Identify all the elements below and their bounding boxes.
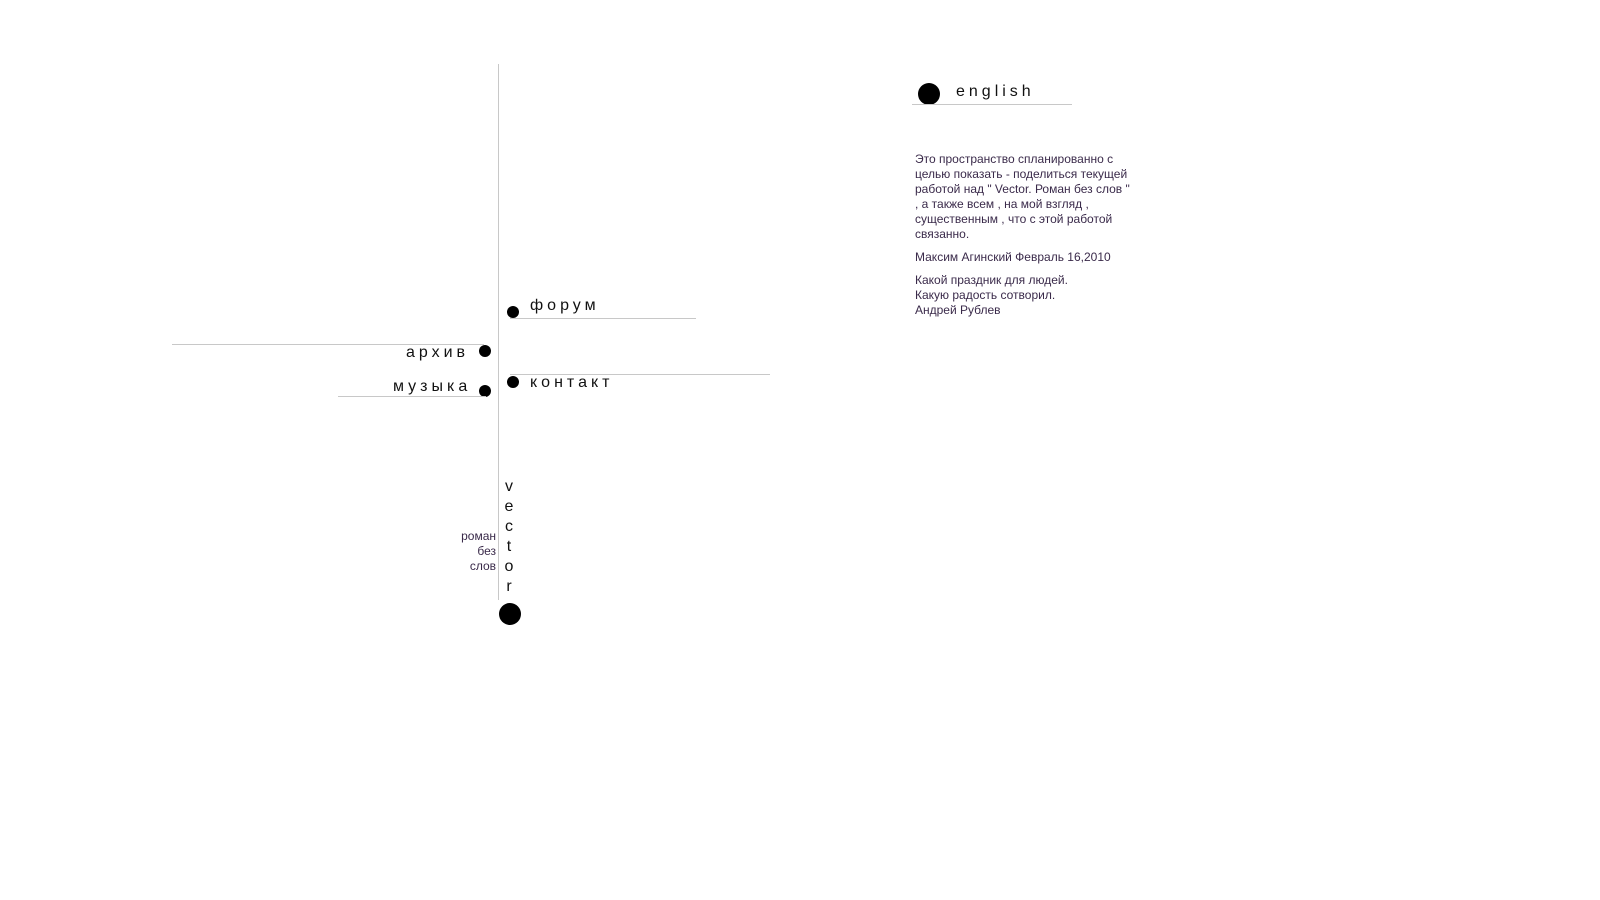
logo-subtitle-line: роман xyxy=(461,529,496,543)
forum-bullet-icon xyxy=(507,306,519,318)
quote-text: Какой праздник для людей. Какую радость сотворил. Андрей Рублев xyxy=(915,273,1068,317)
intro-paragraph: Это пространство спланированно с целью показать - поделиться текущей работой над " Vector. Роман без слов " , а также всем , на мой взгляд , существенным , что с этой работой связанно. xyxy=(915,152,1130,241)
logo-letter: t xyxy=(506,538,512,555)
nav-link-archive[interactable]: архив xyxy=(406,344,470,361)
logo-letter: v xyxy=(505,478,513,495)
logo-subtitle xyxy=(436,529,496,574)
logo-subtitle-line: слов xyxy=(469,559,496,573)
archive-bullet-icon xyxy=(479,345,491,357)
intro-text-block xyxy=(915,152,1130,326)
contact-bullet-icon xyxy=(507,376,519,388)
nav-link-music[interactable]: музыка xyxy=(393,378,472,395)
logo-letter: o xyxy=(504,558,514,575)
english-bullet-icon xyxy=(918,83,940,105)
logo-letter: r xyxy=(506,578,512,595)
logo-dot-icon[interactable] xyxy=(499,603,521,625)
english-underline xyxy=(912,104,1072,105)
vertical-axis-line xyxy=(498,64,499,600)
music-underline xyxy=(338,396,486,397)
author-signature: Максим Агинский Февраль 16,2010 xyxy=(915,250,1111,264)
logo-letter: c xyxy=(505,518,513,535)
nav-link-english[interactable]: english xyxy=(956,83,1035,100)
logo-subtitle-line: без xyxy=(477,544,496,558)
nav-link-contact[interactable]: контакт xyxy=(530,374,614,391)
forum-underline xyxy=(510,318,696,319)
nav-link-forum[interactable]: форум xyxy=(530,297,600,314)
logo-letter: e xyxy=(504,498,514,515)
logo-vector-text xyxy=(502,477,516,597)
